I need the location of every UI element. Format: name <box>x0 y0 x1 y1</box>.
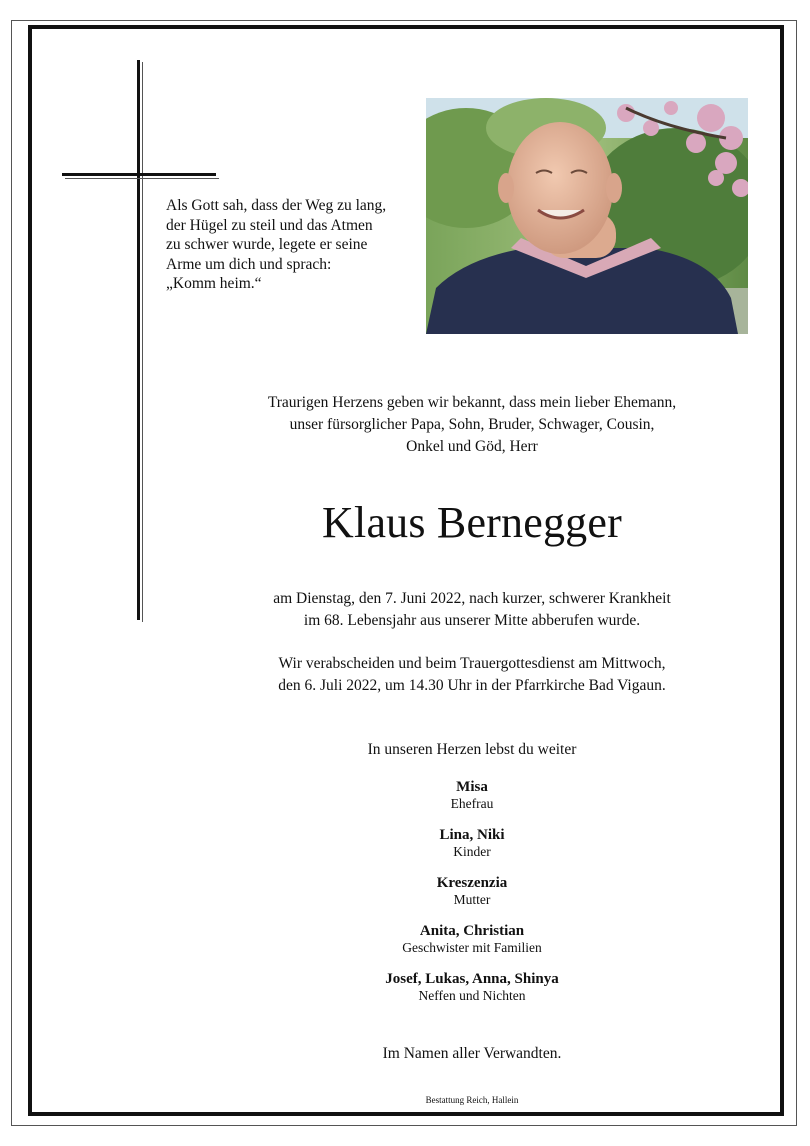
poem-line: Arme um dich und sprach: <box>166 255 332 273</box>
announcement-line: unser fürsorglicher Papa, Sohn, Bruder, Schwager, Cousin, <box>289 416 655 433</box>
cross-vertical-beam <box>137 60 140 620</box>
mourner-name: Josef, Lukas, Anna, Shinya <box>385 971 559 987</box>
announcement-line: Onkel und Göd, Herr <box>406 438 538 455</box>
deceased-name: Klaus Bernegger <box>322 498 622 547</box>
portrait-photo <box>426 98 748 334</box>
funeral-service-line: den 6. Juli 2022, um 14.30 Uhr in der Pfarrkirche Bad Vigaun. <box>278 677 666 694</box>
mourner-relation: Geschwister mit Familien <box>402 940 542 955</box>
poem <box>166 196 416 294</box>
announcement <box>160 392 784 458</box>
mourner-relation: Ehefrau <box>450 796 494 811</box>
death-notice-line: im 68. Lebensjahr aus unserer Mitte abberufen wurde. <box>303 612 641 629</box>
mourner-relation: Kinder <box>453 844 491 859</box>
mourner-entry <box>160 874 784 908</box>
mourner-entry <box>160 778 784 812</box>
mourner-entry <box>160 970 784 1004</box>
mourner-relation: Mutter <box>453 892 491 907</box>
announcement-line: Traurigen Herzens geben wir bekannt, dass mein lieber Ehemann, <box>267 394 677 411</box>
mourner-name: Lina, Niki <box>439 827 505 843</box>
death-notice-line: am Dienstag, den 7. Juni 2022, nach kurzer, schwerer Krankheit <box>273 590 671 607</box>
mourner-name: Anita, Christian <box>419 923 525 939</box>
poem-line: der Hügel zu steil und das Atmen <box>166 216 373 234</box>
funeral-service-line: Wir verabscheiden und beim Trauergottesdienst am Mittwoch, <box>278 655 666 672</box>
cross-horizontal-shadow <box>65 178 219 179</box>
mourners-list <box>160 778 784 1018</box>
mourner-name: Misa <box>456 779 488 795</box>
closing-line: Im Namen aller Verwandten. <box>382 1045 562 1062</box>
photo-head <box>507 122 613 254</box>
cross-vertical-shadow <box>142 62 143 622</box>
funeral-service <box>160 653 784 697</box>
portrait-image <box>426 98 748 334</box>
motto: In unseren Herzen lebst du weiter <box>367 741 577 758</box>
poem-line: zu schwer wurde, legete er seine <box>166 236 368 253</box>
cross-horizontal-beam <box>62 173 216 176</box>
poem-line: „Komm heim.“ <box>166 275 262 292</box>
poem-line: Als Gott sah, dass der Weg zu lang, <box>166 197 387 214</box>
mourner-entry <box>160 826 784 860</box>
undertaker-credit: Bestattung Reich, Hallein <box>425 1095 519 1105</box>
mourner-name: Kreszenzia <box>436 875 508 891</box>
mourner-entry <box>160 922 784 956</box>
mourner-relation: Neffen und Nichten <box>418 988 526 1003</box>
death-notice <box>160 588 784 632</box>
